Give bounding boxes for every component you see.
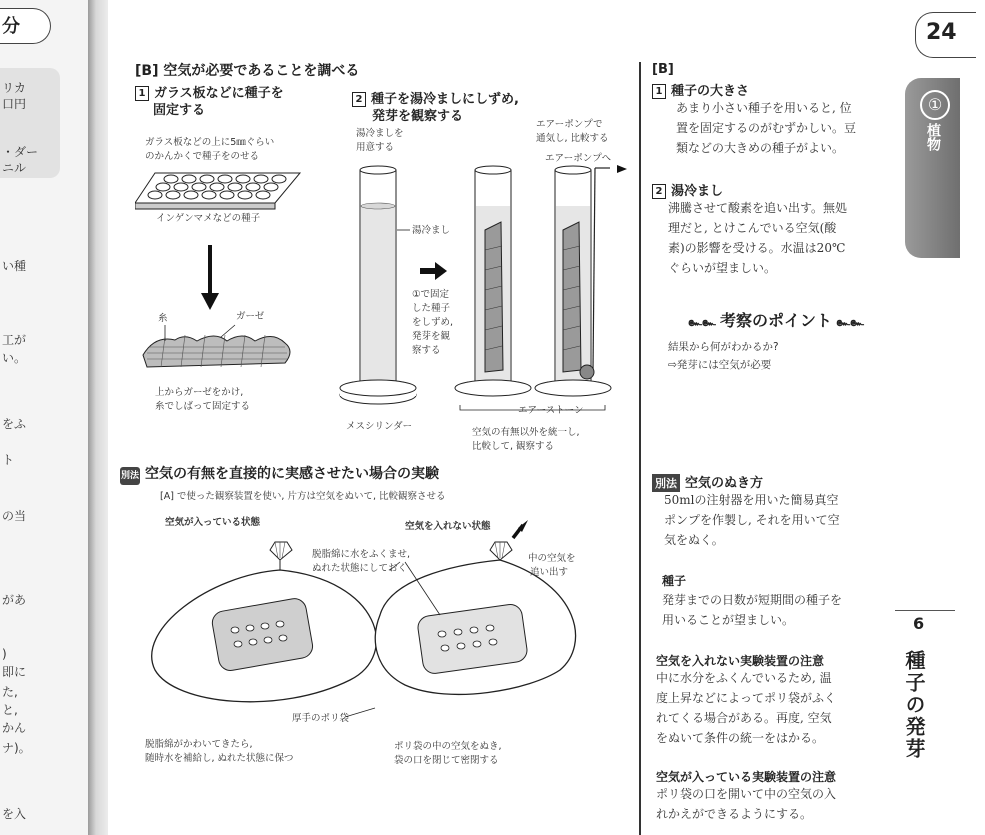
cotton-note-line2: ぬれた状態にしておく bbox=[312, 563, 408, 574]
alt-method-subtitle: [A] で使った観察装置を使い, 片方は空気をぬいて, 比較観察させる bbox=[160, 491, 446, 502]
alt-method-heading: 別法 空気の有無を直接的に実感させたい場合の実験 bbox=[120, 463, 439, 485]
prep-note-line2: 用意する bbox=[356, 142, 395, 153]
notes-header: [B] bbox=[652, 62, 674, 77]
fragment: 工が bbox=[2, 333, 27, 347]
note2-body: 沸騰させて酸素を追い出す。無処 理だと, とけこんでいる空気(酸 素)の影響を受ける。水温は20℃ ぐらいが望ましい。 bbox=[668, 201, 848, 275]
cylinder-label: メスシリンダー bbox=[346, 421, 413, 432]
step2-diagram bbox=[335, 160, 635, 420]
section-rule bbox=[895, 610, 955, 611]
compare-note: 空気の有無以外を統一し, bbox=[472, 427, 580, 438]
step1-caption: 上からガーゼをかけ, bbox=[155, 387, 244, 398]
seal-note: ポリ袋の中の空気をぬき, bbox=[394, 741, 502, 752]
cotton-note: 脱脂綿に水をふくませ, bbox=[312, 549, 411, 560]
fixed-note-line2: した種子 bbox=[412, 303, 451, 314]
remove-air-note: 中の空気を bbox=[528, 553, 576, 564]
bag-label: 厚手のポリ袋 bbox=[292, 713, 350, 724]
previous-page-tab-text: 分 bbox=[2, 16, 20, 37]
point-answer: ⇨発芽には空気が必要 bbox=[668, 359, 772, 371]
noair-note-title: 空気を入れない実験装置の注意 bbox=[656, 654, 825, 668]
without-air-label: 空気を入れない状態 bbox=[405, 521, 491, 532]
betsuho-title: 別法 空気のぬき方 bbox=[652, 472, 763, 492]
thread-label: 糸 bbox=[158, 313, 168, 324]
with-air-label: 空気が入っている状態 bbox=[165, 517, 261, 528]
fragment: ニル bbox=[2, 161, 27, 175]
pump-note-line2: 通気し, 比較する bbox=[536, 133, 609, 144]
chapter-number: ① bbox=[920, 90, 950, 120]
pump-note: エアーポンプで bbox=[536, 119, 603, 130]
section-title: 種子の発芽 bbox=[902, 650, 926, 760]
noair-note-body: 中に水分をふくんでいるため, 温 度上昇などによってポリ袋がふく れてくる場合がある。再度, 空気 をぬいて条件の統一をはかる。 bbox=[656, 671, 837, 745]
point-question: 結果から何がわかるか? bbox=[668, 341, 779, 353]
note2-title: 2 湯冷まし bbox=[652, 180, 723, 199]
step1-title-line2: 固定する bbox=[153, 103, 206, 118]
fragment: 口円 bbox=[2, 97, 27, 111]
step1-diagram bbox=[135, 165, 335, 405]
remove-air-note-line2: 追い出す bbox=[530, 567, 569, 578]
dry-note: 脱脂綿がかわいてきたら, bbox=[145, 739, 253, 750]
fragment: ・ダー bbox=[2, 145, 39, 159]
book-binding-shadow bbox=[88, 0, 108, 835]
prep-note: 湯冷ましを bbox=[356, 128, 404, 139]
fragment: ) bbox=[2, 647, 7, 661]
step2-title-line2: 発芽を観察する bbox=[372, 109, 464, 124]
note2-number: 2 bbox=[652, 184, 666, 199]
pump-arrow-label: エアーポンプへ bbox=[545, 153, 612, 164]
step1-title: 1 ガラス板などに種子を bbox=[135, 82, 284, 101]
fragment: があ bbox=[2, 593, 27, 607]
step1-note: ガラス板などの上に5㎜ぐらい bbox=[145, 137, 275, 148]
point-title: ๛๛ 考察のポイント ๛๛ bbox=[688, 311, 864, 330]
previous-page-strip bbox=[0, 0, 88, 835]
fragment: を入 bbox=[2, 807, 27, 821]
fragment: リカ bbox=[2, 81, 26, 95]
step1-number: 1 bbox=[135, 86, 149, 101]
step1-note-line2: のかんかくで種子をのせる bbox=[145, 151, 260, 162]
fragment: い種 bbox=[2, 259, 27, 273]
air-note-body: ポリ袋の口を開いて中の空気の入 れかえができるようにする。 bbox=[656, 787, 837, 821]
fragment: の当 bbox=[2, 509, 27, 523]
fragment: い。 bbox=[2, 351, 27, 365]
fixed-note-line4: 発芽を観 bbox=[412, 331, 451, 342]
compare-note-line2: 比較して, 観察する bbox=[472, 441, 555, 452]
fixed-note-line5: 察する bbox=[412, 345, 441, 356]
betsuho-badge: 別法 bbox=[652, 474, 680, 492]
step2-number: 2 bbox=[352, 92, 366, 107]
chapter-label: 植物 bbox=[925, 123, 941, 151]
fragment: た, bbox=[2, 685, 18, 699]
fixed-note-line3: をしずめ, bbox=[412, 317, 454, 328]
seed-note-body: 発芽までの日数が短期間の種子を 用いることが望ましい。 bbox=[662, 593, 843, 627]
seal-note-line2: 袋の口を閉じて密閉する bbox=[394, 755, 499, 766]
fragment: をふ bbox=[2, 417, 27, 431]
seed-note-title: 種子 bbox=[662, 574, 687, 588]
alt-method-icon: 別法 bbox=[120, 467, 140, 485]
fragment: と, bbox=[2, 703, 18, 717]
gauze-label: ガーゼ bbox=[236, 311, 265, 322]
air-note-title: 空気が入っている実験装置の注意 bbox=[656, 770, 837, 784]
experiment-heading: [B] 空気が必要であることを調べる bbox=[135, 63, 360, 79]
air-stone-label: エアーストーン bbox=[518, 405, 584, 416]
seed-label: インゲンマメなどの種子 bbox=[156, 213, 261, 224]
fragment: かん bbox=[2, 721, 27, 735]
note1-title: 1 種子の大きさ bbox=[652, 80, 749, 99]
water-label: 湯冷まし bbox=[412, 225, 451, 236]
fragment: ナ)。 bbox=[2, 741, 31, 755]
note1-number: 1 bbox=[652, 84, 666, 99]
step2-title: 2 種子を湯冷ましにしずめ, bbox=[352, 88, 519, 107]
column-divider bbox=[639, 62, 641, 835]
note1-body: あまり小さい種子を用いると, 位 置を固定するのがむずかしい。豆 類などの大きめの種子がよい。 bbox=[676, 101, 857, 155]
step1-caption-line2: 糸でしばって固定する bbox=[155, 401, 251, 412]
fixed-note: ①で固定 bbox=[412, 289, 450, 300]
betsuho-body: 50mlの注射器を用いた簡易真空 ポンプを作製し, それを用いて空 気をぬく。 bbox=[664, 493, 840, 547]
section-number: 6 bbox=[913, 614, 925, 633]
fragment: 即に bbox=[2, 665, 27, 679]
fragment: ト bbox=[2, 453, 15, 467]
dry-note-line2: 随時水を補給し, ぬれた状態に保つ bbox=[145, 753, 294, 764]
page-number: 24 bbox=[926, 20, 957, 45]
